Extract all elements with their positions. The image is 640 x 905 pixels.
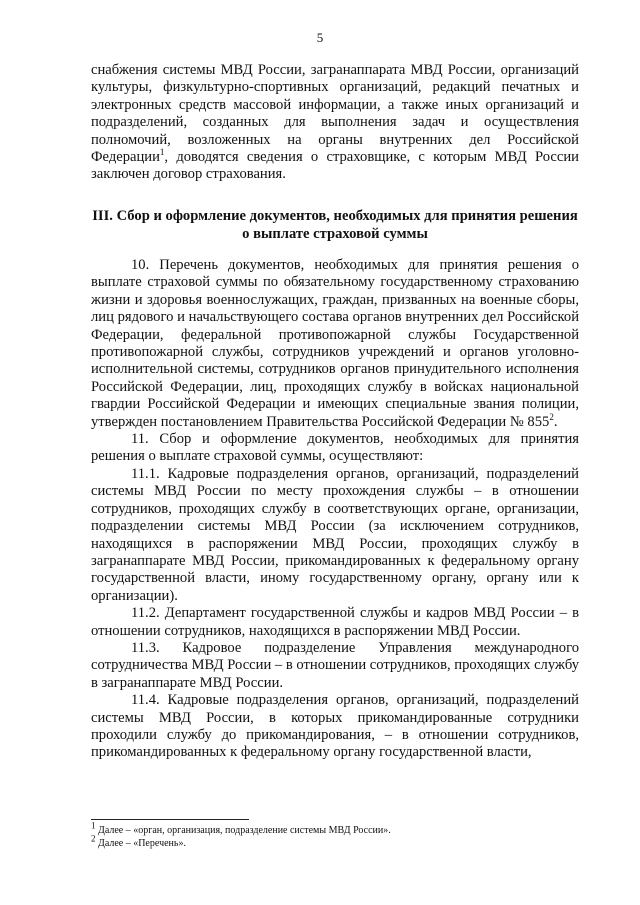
footnote-ref-2: 2	[549, 411, 554, 422]
footnote-mark-2: 2	[91, 833, 96, 844]
page-number: 5	[316, 30, 324, 45]
footnote-1	[91, 820, 579, 837]
section-heading: III. Сбор и оформление документов, необходимых для принятия решения о выплате страховой суммы	[92, 208, 578, 242]
paragraph-10-end: .	[553, 413, 558, 430]
paragraph-10-text: 10. Перечень документов, необходимых для принятия решения о выплате страховой суммы по обязательному государственному страхованию жизни и здоровья военнослужащих, граждан, призванных на военные сборы, лиц рядового и начальствующего состава органов внутренних дел Российской Федерации, федеральной противопожарной службы Государственной противопожарной службы, сотрудников учреждений и органов уголовно-исполнительной системы, сотрудников органов принудительного исполнения Российской Федерации, лиц, проходящих службу в войсках национальной гвардии Российской Федерации и имеющих специальные звания полиции, утвержден постановлением Правительства Российской Федерации № 855	[91, 257, 579, 430]
footnote-ref-1: 1	[159, 147, 165, 158]
intro-text-end: , доводятся сведения о страховщике, с которым МВД России заключен договор страхования.	[91, 149, 579, 183]
paragraph-11: 11. Сбор и оформление документов, необходимых для принятия решения о выплате страховой суммы, осуществляют:	[91, 431, 579, 465]
footnotes	[91, 820, 579, 850]
section-body	[91, 257, 579, 762]
footnote-text-1: Далее – «орган, организация, подразделение системы МВД России».	[95, 825, 391, 836]
footnote-2	[91, 833, 579, 850]
intro-paragraph	[91, 62, 579, 184]
paragraph-10	[91, 257, 579, 431]
footnote-text-2: Далее – «Перечень».	[95, 838, 186, 849]
intro-text: снабжения системы МВД России, загранаппарата МВД России, организаций культуры, физкультурно-спортивных организаций, редакций печатных и электронных средств массовой информации, а также иных организаций и подразделений, созданных для выполнения задач и осуществления полномочий, возложенных на органы внутренних дел Российской Федерации	[91, 62, 579, 166]
paragraph-11-1: 11.1. Кадровые подразделения органов, организаций, подразделений системы МВД России по месту прохождения службы – в отношении сотрудников, проходящих службу в соответствующих органе, организации, подразделении системы МВД России (за исключением сотрудников, находящихся в распоряжении МВД России, проходящих службу в загранаппарате МВД России, прикомандированных к федеральному органу государственной власти, иному государственному органу, органу или к организации).	[91, 465, 579, 604]
footnote-divider	[91, 819, 249, 820]
footnote-mark-1: 1	[91, 820, 96, 831]
intro-block	[91, 62, 579, 184]
paragraph-11-4: 11.4. Кадровые подразделения органов, организаций, подразделений системы МВД России, в которых прикомандированные сотрудники проходили службу до прикомандирования, – в отношении сотрудников, прикомандированных к федеральному органу государственной власти,	[91, 692, 579, 761]
paragraph-11-2: 11.2. Департамент государственной службы и кадров МВД России – в отношении сотрудников, находящихся в распоряжении МВД России.	[91, 605, 579, 639]
paragraph-11-3: 11.3. Кадровое подразделение Управления международного сотрудничества МВД России – в отношении сотрудников, проходящих службу в загранаппарате МВД России.	[91, 639, 579, 691]
